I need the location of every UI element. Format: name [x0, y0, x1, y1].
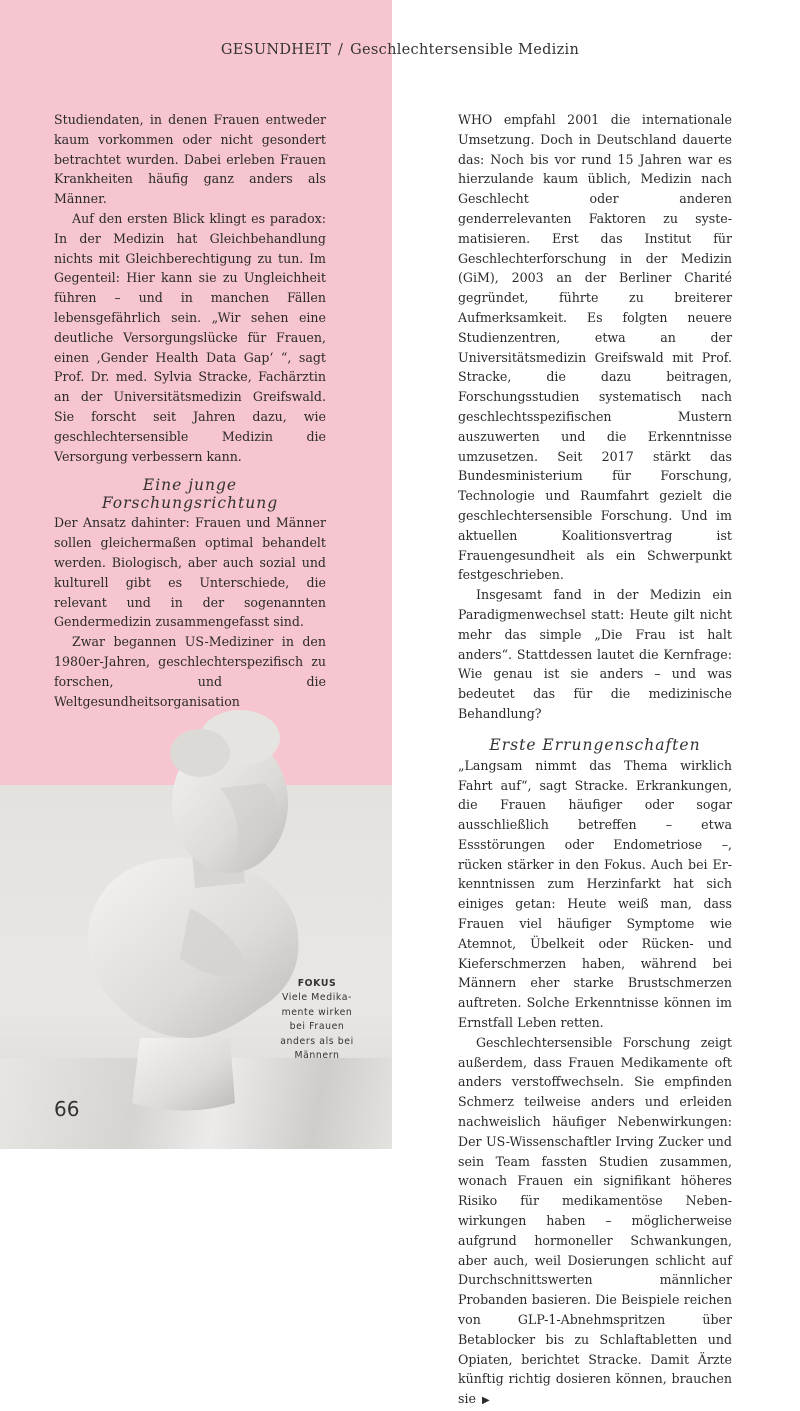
page-number: 66 [54, 1097, 80, 1121]
paragraph: Studiendaten, in denen Frauen entweder kaum vorkommen oder nicht gesondert betrachtet wurden. Dabei erleben Frauen Krankheiten häufig ganz anders als Männer. [54, 112, 326, 207]
subheading-line: Eine junge [142, 476, 238, 495]
paragraph: WHO empfahl 2001 die internationale Umsetzung. Doch in Deutschland dauerte das: Noch bis vor rund 15 Jahren war es hierzulande kaum üblich, Medizin nach Geschlecht oder anderen genderrelevanten Faktoren zu systematisieren. Erst das Institut für Geschlechterforschung in der Medizin (GiM), 2003 an der Berliner Charité gegründet, führte zu breiterer Aufmerksamkeit. Es folgten neuere Studienzentren, etwa an der Universitätsmedizin Greifswald mit Prof. Stracke, die dazu beitragen, Forschungsstudien systematisch nach geschlechtsspezifischen Mustern auszuwerten und die Erkenntnisse umzusetzen. Seit 2017 stärkt das Bundesministerium für Forschung, Technologie und Raumfahrt gezielt die geschlechtersensible Forschung. Und im aktuellen Koalitionsvertrag ist Frauengesundheit als ein Schwerpunkt festgeschrieben. [458, 112, 732, 583]
section-label: GESUNDHEIT [220, 42, 332, 58]
caption-line: bei Frauen [289, 1021, 345, 1033]
paragraph-text: Geschlechtersensible Forschung zeigt außerdem, dass Frauen Medikamente oft anders verstoffwechseln. Sie empfinden Schmerz teilweise anders und erleiden nachweislich häufiger Nebenwirkungen: Der US-Wissenschaftler Irving Zucker und sein Team fassten Studien zusammen, wonach Frauen ein signifikant höheres Risiko für medikamentöse Nebenwirkungen haben – möglicherweise aufgrund hormoneller Schwankungen, aber auch, weil Dosierungen schlicht auf Durchschnittswerten männlicher Probanden basieren. Die Beispiele reichen von GLP-1-Abnehmspritzen über Betablocker bis zu Schlaftabletten und Opiaten, berichtet Stracke. Damit Ärzte künftig richtig dosieren können, brauchen sie [458, 1034, 732, 1407]
paragraph: Der Ansatz dahinter: Frauen und Männer sollen gleichermaßen optimal behandelt werden. Biologisch, aber auch sozial und kulturell gibt es Unterschiede, die relevant und in der sogenannten Gendermedizin zusammengefasst sind. [54, 515, 326, 630]
caption-line: Viele Medika- [281, 992, 352, 1004]
subheading: Erste Errungenschaften [489, 735, 701, 754]
paragraph: Auf den ersten Blick klingt es paradox: In der Medizin hat Gleichbehandlung nichts mit Gleichberechtigung zu tun. Im Gegenteil: Hier kann sie zu Ungleichheit führen – und in manchen Fällen lebensgefährlich sein. „Wir sehen eine deutliche Versorgungslücke für Frauen, einen ‚Gender Health Data Gap‘ “, sagt Prof. Dr. med. Sylvia Stracke, Fachärztin an der Universitätsmedizin Greifswald. Sie forscht seit Jahren dazu, wie geschlechtersensible Medizin die Versorgung verbessern kann. [54, 210, 326, 464]
caption-line: anders als bei [280, 1035, 354, 1047]
section-header [0, 42, 800, 58]
paragraph: Zwar begannen US-Mediziner in den 1980er-Jahren, geschlechterspezifisch zu forschen, und die Weltgesundheitsorganisation [54, 634, 326, 709]
paragraph: „Langsam nimmt das Thema wirklich Fahrt auf“, sagt Stracke. Erkrankungen, die Frauen häufiger oder sogar ausschließlich betreffen – etwa Essstörungen oder Endometriose –, rücken stärker in den Fokus. Auch bei Erkenntnissen zum Herzinfarkt hat sich einiges getan: Heute weiß man, dass Frauen viel häufiger Symptome wie Atemnot, Übelkeit oder Rücken- und Kieferschmerzen haben, während bei Männern eher starke Brustschmerzen auftreten. Solche Erkenntnisse können im Ernstfall Leben retten. [458, 757, 732, 1031]
image-caption [262, 977, 372, 1063]
paragraph: Insgesamt fand in der Medizin ein Paradigmenwechsel statt: Heute gilt nicht mehr das simple „Die Frau ist halt anders“. Stattdessen lautet die Kernfrage: Wie genau ist sie anders – und was bedeutet das für die medizinische Behandlung? [458, 587, 732, 721]
subheading [54, 476, 326, 512]
caption-line: mente wirken [281, 1006, 353, 1018]
header-separator: / [338, 42, 344, 58]
caption-title: FOKUS [297, 978, 337, 989]
paragraph-last [458, 1033, 732, 1411]
subheading-line: Forschungsrichtung [101, 494, 279, 513]
topic-label: Geschlechtersensible Medizin [350, 42, 580, 58]
continue-arrow-icon: ▶ [481, 1395, 490, 1407]
right-text-column [458, 110, 732, 1411]
caption-line: Männern [294, 1050, 340, 1062]
bust-statue-icon [70, 708, 320, 1128]
left-text-column [54, 110, 326, 711]
